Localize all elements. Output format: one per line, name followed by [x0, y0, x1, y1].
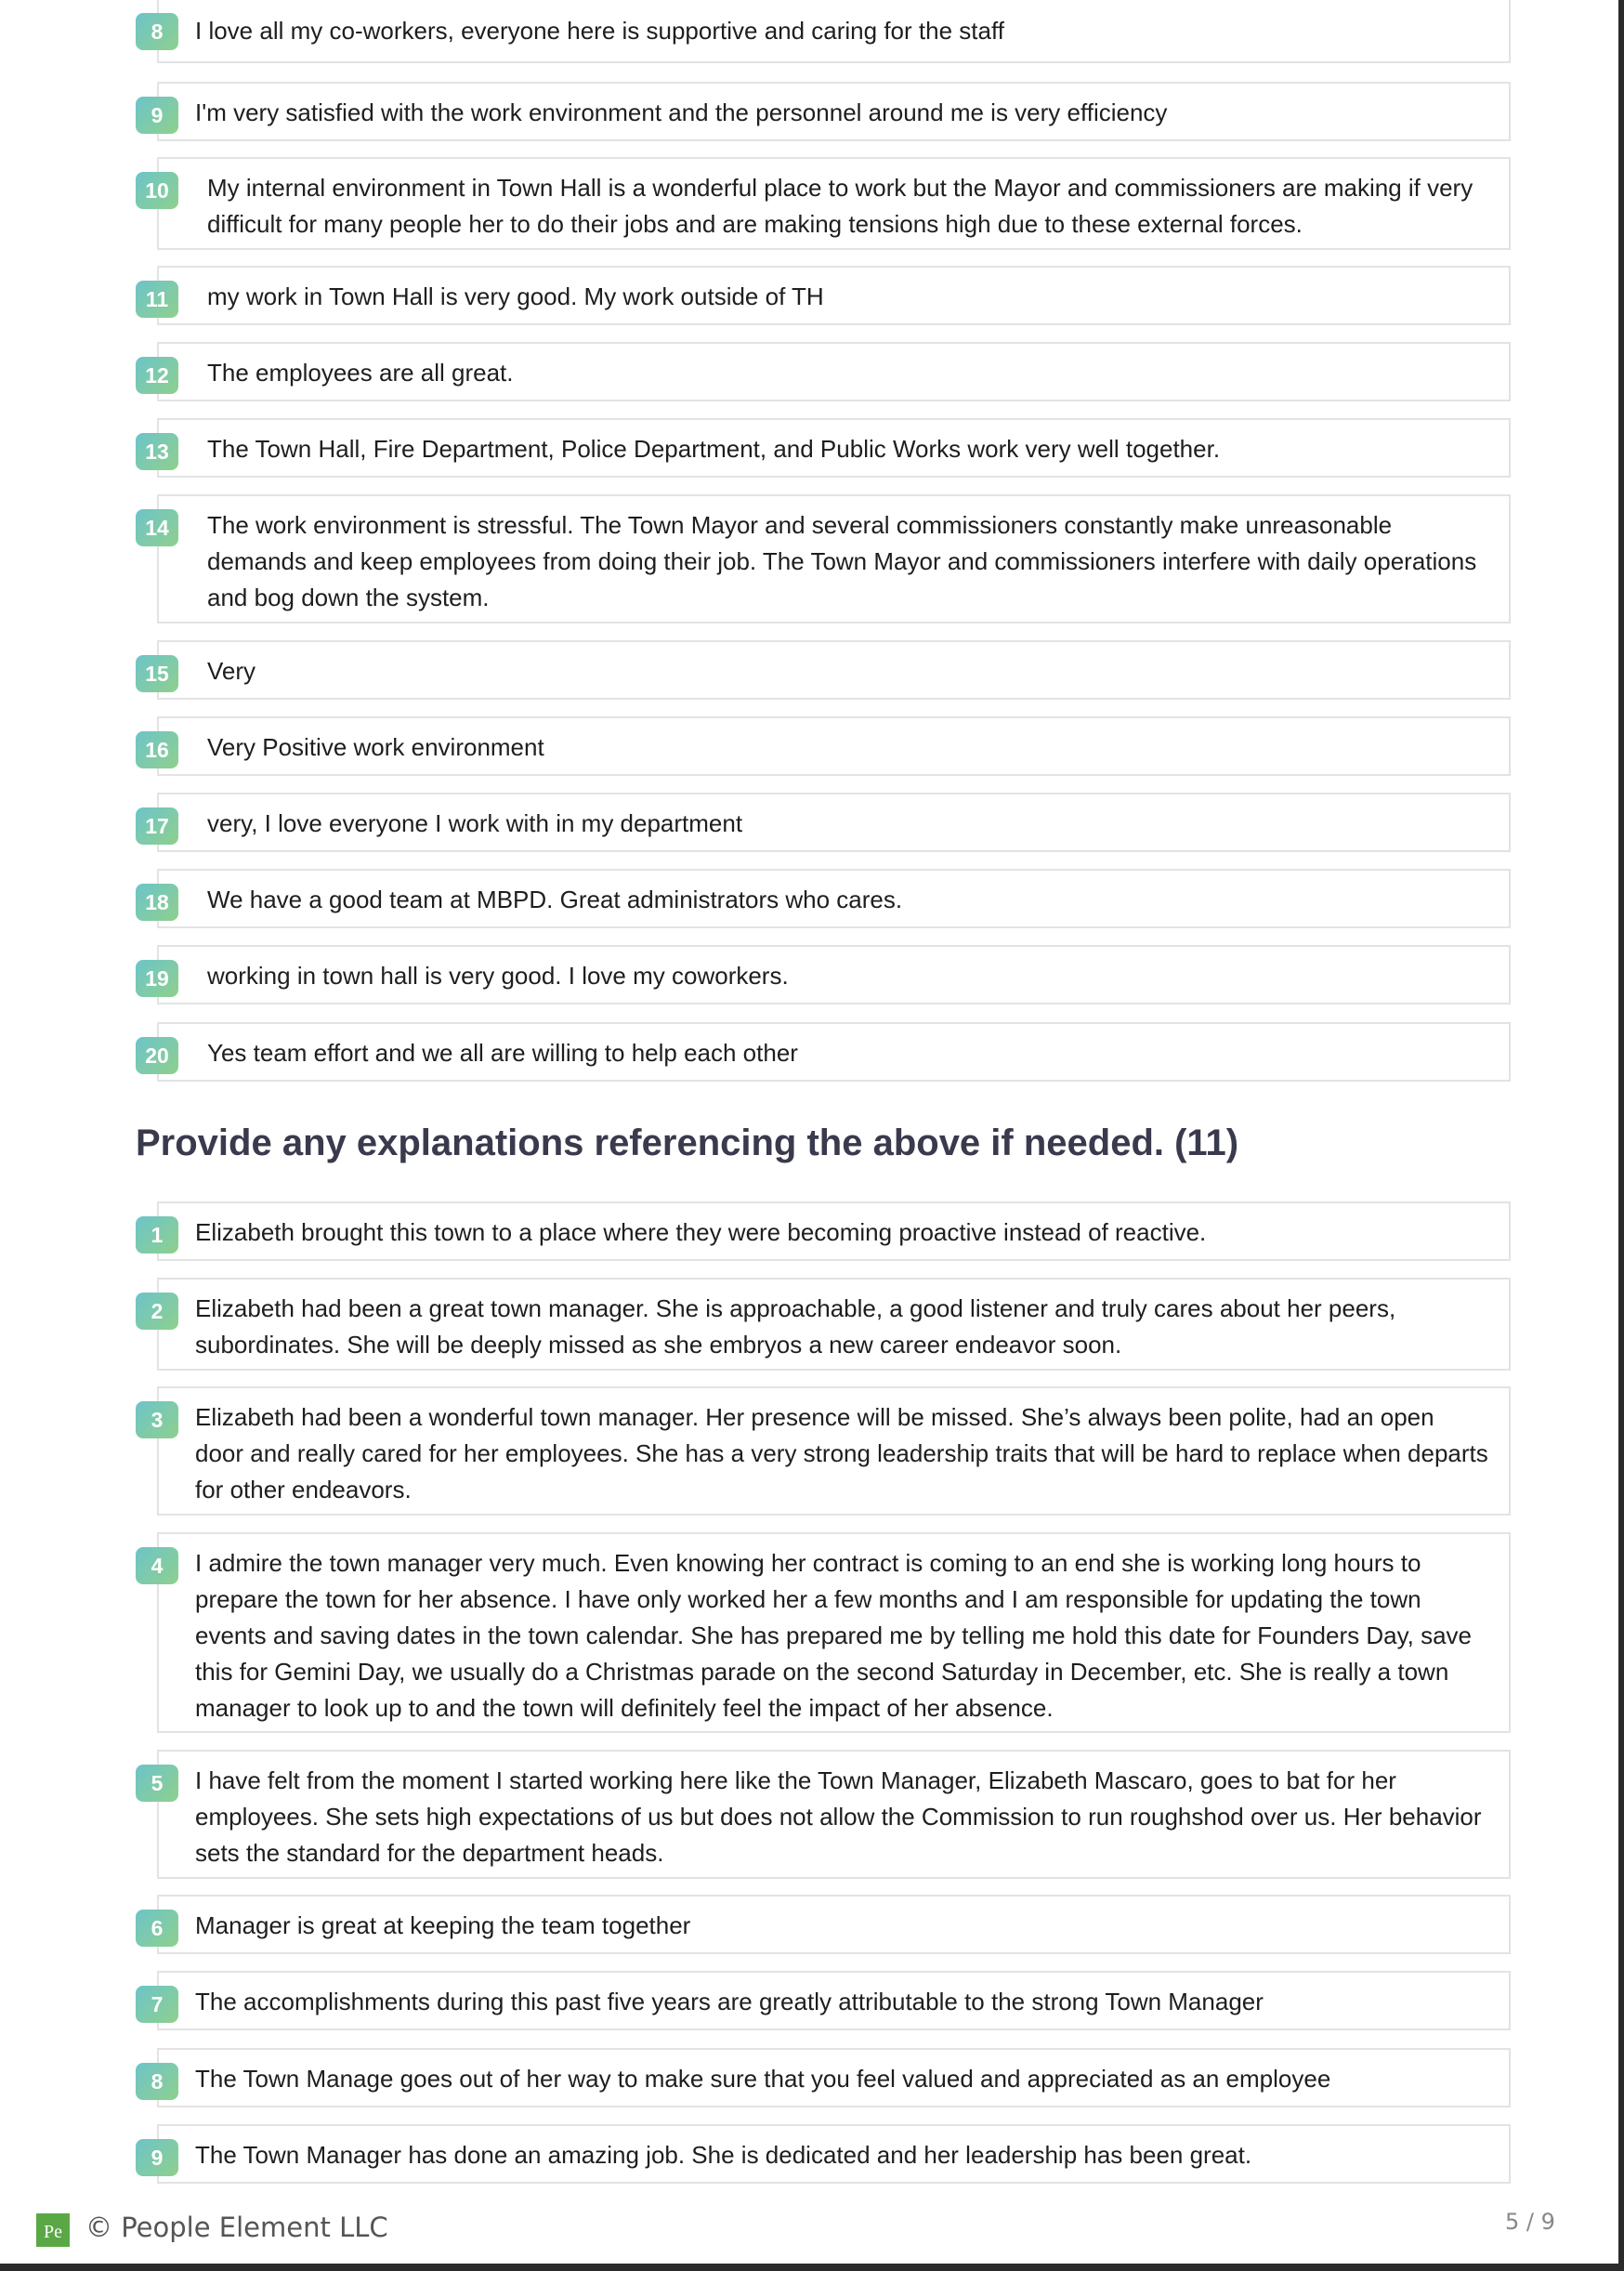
comment-number-badge: 10	[136, 172, 178, 209]
comment-number-badge: 16	[136, 731, 178, 768]
comment-item	[136, 640, 1511, 700]
comment-item	[136, 1022, 1511, 1082]
page-number: 5 / 9	[1505, 2209, 1555, 2235]
comment-number-badge: 20	[136, 1037, 178, 1074]
comment-item	[136, 157, 1511, 250]
comment-item	[136, 0, 1511, 63]
comment-item	[136, 2048, 1511, 2107]
comment-item	[136, 1750, 1511, 1879]
comment-text: Yes team effort and we all are willing to help each other	[207, 1039, 798, 1067]
comment-item	[136, 82, 1511, 141]
comment-text: The Town Hall, Fire Department, Police Department, and Public Works work very well together.	[207, 435, 1221, 463]
comment-text: working in town hall is very good. I love my coworkers.	[207, 962, 789, 990]
comment-number-badge: 7	[136, 1986, 178, 2023]
comment-text: The Town Manage goes out of her way to make sure that you feel valued and appreciated as an employee	[195, 2065, 1331, 2093]
comment-item	[136, 266, 1511, 325]
comment-text: I have felt from the moment I started working here like the Town Manager, Elizabeth Mascaro, goes to bat for her employees. She sets high expectations of us but does not allow the Commission to run roughshod over us. Her behavior sets the standard for the department heads.	[195, 1766, 1482, 1867]
comment-text: I'm very satisfied with the work environment and the personnel around me is very efficiency	[195, 98, 1168, 126]
comment-text: Manager is great at keeping the team together	[195, 1911, 691, 1939]
comment-number-badge: 6	[136, 1910, 178, 1947]
comment-text: I admire the town manager very much. Even knowing her contract is coming to an end she is working long hours to prepare the town for her absence. I have only worked her a few months and I am responsible for updating the town events and saving dates in the town calendar. She has prepared me by telling me hold this date for Founders Day, save this for Gemini Day, we usually do a Christmas parade on the second Saturday in December, etc. She is really a town manager to look up to and the town will definitely feel the impact of her absence.	[195, 1549, 1473, 1722]
comment-number-badge: 9	[136, 2139, 178, 2176]
comment-item	[136, 1895, 1511, 1954]
comment-text: We have a good team at MBPD. Great administrators who cares.	[207, 886, 903, 913]
comment-number-badge: 19	[136, 960, 178, 997]
comment-item	[136, 869, 1511, 928]
comment-item	[136, 494, 1511, 624]
comment-number-badge: 2	[136, 1293, 178, 1330]
comment-text: Elizabeth had been a wonderful town manager. Her presence will be missed. She’s always been polite, had an open door and really cared for her employees. She has a very strong leadership traits that will be hard to replace when departs for other endeavors.	[195, 1403, 1488, 1503]
comment-number-badge: 9	[136, 97, 178, 134]
comment-number-badge: 3	[136, 1401, 178, 1438]
comment-number-badge: 8	[136, 2063, 178, 2100]
comment-text: very, I love everyone I work with in my department	[207, 809, 743, 837]
comment-item	[136, 1278, 1511, 1371]
comment-text: I love all my co-workers, everyone here is supportive and caring for the staff	[195, 17, 1004, 45]
section-heading: Provide any explanations referencing the above if needed. (11)	[136, 1122, 1239, 1163]
comment-number-badge: 8	[136, 13, 178, 50]
comment-text: The Town Manager has done an amazing job. She is dedicated and her leadership has been great.	[195, 2141, 1252, 2169]
comment-number-badge: 1	[136, 1216, 178, 1254]
comment-item	[136, 2124, 1511, 2184]
comment-number-badge: 14	[136, 509, 178, 546]
comment-number-badge: 18	[136, 884, 178, 921]
comment-number-badge: 5	[136, 1765, 178, 1802]
comment-text: my work in Town Hall is very good. My work outside of TH	[207, 282, 824, 310]
comment-number-badge: 12	[136, 357, 178, 394]
comment-text: The accomplishments during this past five years are greatly attributable to the strong Town Manager	[195, 1988, 1264, 2015]
comment-item	[136, 1386, 1511, 1516]
comment-text: Elizabeth brought this town to a place where they were becoming proactive instead of reactive.	[195, 1218, 1207, 1246]
comment-item	[136, 793, 1511, 852]
comment-text: Very Positive work environment	[207, 733, 544, 761]
comment-item	[136, 1532, 1511, 1733]
comment-number-badge: 4	[136, 1547, 178, 1584]
people-element-logo-icon: Pe	[36, 2213, 70, 2247]
comment-number-badge: 15	[136, 655, 178, 692]
footer-copyright: © People Element LLC	[85, 2212, 388, 2243]
comment-item	[136, 716, 1511, 776]
comment-number-badge: 13	[136, 433, 178, 470]
comment-text: My internal environment in Town Hall is a wonderful place to work but the Mayor and commissioners are making if very difficult for many people her to do their jobs and are making tensions high due to these external forces.	[207, 174, 1473, 238]
comment-item	[136, 1971, 1511, 2030]
comment-item	[136, 418, 1511, 478]
comment-item	[136, 945, 1511, 1004]
comment-text: The employees are all great.	[207, 359, 514, 387]
comment-text: The work environment is stressful. The Town Mayor and several commissioners constantly make unreasonable demands and keep employees from doing their job. The Town Mayor and commissioners interfere with daily operations and bog down the system.	[207, 511, 1477, 611]
comment-number-badge: 11	[136, 281, 178, 318]
comment-item	[136, 1201, 1511, 1261]
comment-number-badge: 17	[136, 807, 178, 845]
comment-item	[136, 342, 1511, 401]
comment-text: Elizabeth had been a great town manager. She is approachable, a good listener and truly cares about her peers, subordinates. She will be deeply missed as she embryos a new career endeavor soon.	[195, 1294, 1396, 1359]
comment-text: Very	[207, 657, 256, 685]
